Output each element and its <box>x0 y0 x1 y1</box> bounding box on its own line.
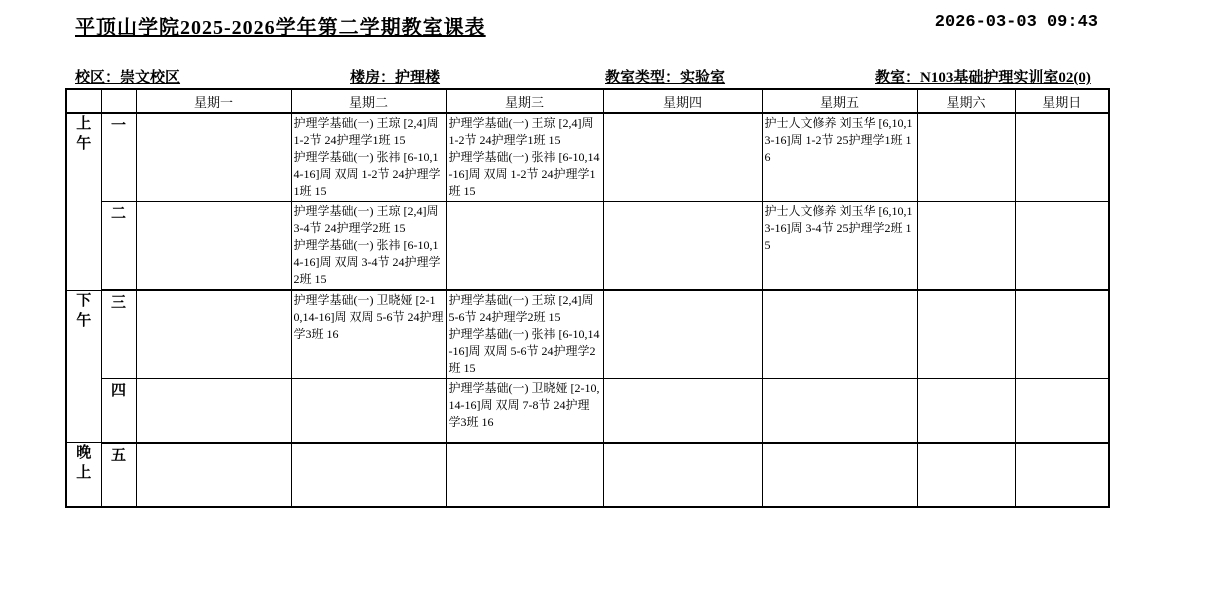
period-label-3: 三 <box>101 290 136 379</box>
schedule-cell <box>762 443 917 507</box>
schedule-cell <box>291 443 446 507</box>
schedule-table <box>65 88 1110 508</box>
schedule-cell <box>446 202 603 291</box>
course-entry: 护理学基础(一) 张祎 [6-10,14-16]周 双周 1-2节 24护理学1班 15 <box>448 150 600 198</box>
schedule-cell <box>136 290 291 379</box>
timestamp: 2026-03-03 09:43 <box>934 13 1098 32</box>
info-room-type <box>605 66 725 87</box>
schedule-cell <box>762 202 917 291</box>
schedule-cell <box>1015 202 1109 291</box>
schedule-cell <box>1015 290 1109 379</box>
schedule-cell <box>1015 443 1109 507</box>
schedule-row-2 <box>66 202 1109 291</box>
page-title: 平顶山学院2025-2026学年第二学期教室课表 <box>75 17 486 39</box>
schedule-cell <box>603 202 762 291</box>
info-room-label: 教室： <box>875 70 921 86</box>
schedule-cell <box>136 443 291 507</box>
course-entry: 护理学基础(一) 卫晓娅 [2-10,14-16]周 双周 5-6节 24护理学3班 16 <box>293 293 444 341</box>
schedule-cell <box>291 379 446 443</box>
course-entry: 护理学基础(一) 张祎 [6-10,14-16]周 双周 1-2节 24护理学1班 15 <box>293 150 441 198</box>
period-label-4: 四 <box>101 379 136 443</box>
schedule-cell <box>136 379 291 443</box>
schedule-cell <box>917 202 1015 291</box>
schedule-cell <box>603 443 762 507</box>
schedule-cell <box>446 113 603 202</box>
group-label-morning: 上午 <box>66 113 101 290</box>
schedule-cell <box>917 443 1015 507</box>
course-entry: 护理学基础(一) 王琼 [2,4]周 5-6节 24护理学2班 15 <box>448 293 594 324</box>
schedule-cell <box>446 290 603 379</box>
schedule-cell <box>446 379 603 443</box>
info-room-value: N103基础护理实训室02(0) <box>920 70 1091 86</box>
schedule-row-5 <box>66 443 1109 507</box>
day-header-mon: 星期一 <box>136 89 291 113</box>
period-label-2: 二 <box>101 202 136 291</box>
course-entry: 护士人文修养 刘玉华 [6,10,13-16]周 3-4节 25护理学2班 15 <box>764 204 913 252</box>
group-label-afternoon: 下午 <box>66 290 101 443</box>
schedule-cell <box>603 113 762 202</box>
day-header-tue: 星期二 <box>291 89 446 113</box>
course-entry: 护理学基础(一) 卫晓娅 [2-10,14-16]周 双周 7-8节 24护理学3班 16 <box>448 381 600 429</box>
course-entry: 护理学基础(一) 王琼 [2,4]周 1-2节 24护理学1班 15 <box>448 116 594 147</box>
schedule-cell <box>136 113 291 202</box>
course-entry: 护理学基础(一) 张祎 [6-10,14-16]周 双周 3-4节 24护理学2班 15 <box>293 238 441 286</box>
schedule-cell <box>917 113 1015 202</box>
info-building-value: 护理楼 <box>395 70 441 86</box>
day-header-sun: 星期日 <box>1015 89 1109 113</box>
schedule-cell <box>917 379 1015 443</box>
schedule-cell <box>603 290 762 379</box>
schedule-cell <box>762 113 917 202</box>
schedule-cell <box>291 202 446 291</box>
day-header-fri: 星期五 <box>762 89 917 113</box>
schedule-row-1 <box>66 113 1109 202</box>
corner-cell <box>101 89 136 113</box>
schedule-cell <box>291 113 446 202</box>
info-campus-label: 校区： <box>75 70 121 86</box>
schedule-row-4 <box>66 379 1109 443</box>
info-building <box>350 66 440 87</box>
schedule-cell <box>446 443 603 507</box>
period-label-5: 五 <box>101 443 136 507</box>
schedule-cell <box>762 379 917 443</box>
schedule-cell <box>917 290 1015 379</box>
schedule-cell <box>136 202 291 291</box>
schedule-cell <box>762 290 917 379</box>
info-room-type-label: 教室类型： <box>605 70 681 86</box>
day-header-row <box>66 89 1109 113</box>
course-entry: 护理学基础(一) 王琼 [2,4]周 1-2节 24护理学1班 15 <box>293 116 439 147</box>
info-building-label: 楼房： <box>350 70 396 86</box>
day-header-wed: 星期三 <box>446 89 603 113</box>
schedule-cell <box>603 379 762 443</box>
corner-cell <box>66 89 101 113</box>
schedule-cell <box>1015 113 1109 202</box>
group-label-evening: 晚上 <box>66 443 101 507</box>
info-campus <box>75 66 180 87</box>
course-entry: 护理学基础(一) 王琼 [2,4]周 3-4节 24护理学2班 15 <box>293 204 439 235</box>
course-entry: 护理学基础(一) 张祎 [6-10,14-16]周 双周 5-6节 24护理学2班 15 <box>448 327 600 375</box>
info-room-type-value: 实验室 <box>680 70 726 86</box>
period-label-1: 一 <box>101 113 136 202</box>
info-room <box>875 66 1091 87</box>
schedule-row-3 <box>66 290 1109 379</box>
day-header-sat: 星期六 <box>917 89 1015 113</box>
schedule-cell <box>291 290 446 379</box>
schedule-cell <box>1015 379 1109 443</box>
day-header-thu: 星期四 <box>603 89 762 113</box>
course-entry: 护士人文修养 刘玉华 [6,10,13-16]周 1-2节 25护理学1班 16 <box>764 116 913 164</box>
info-campus-value: 崇文校区 <box>120 70 181 86</box>
